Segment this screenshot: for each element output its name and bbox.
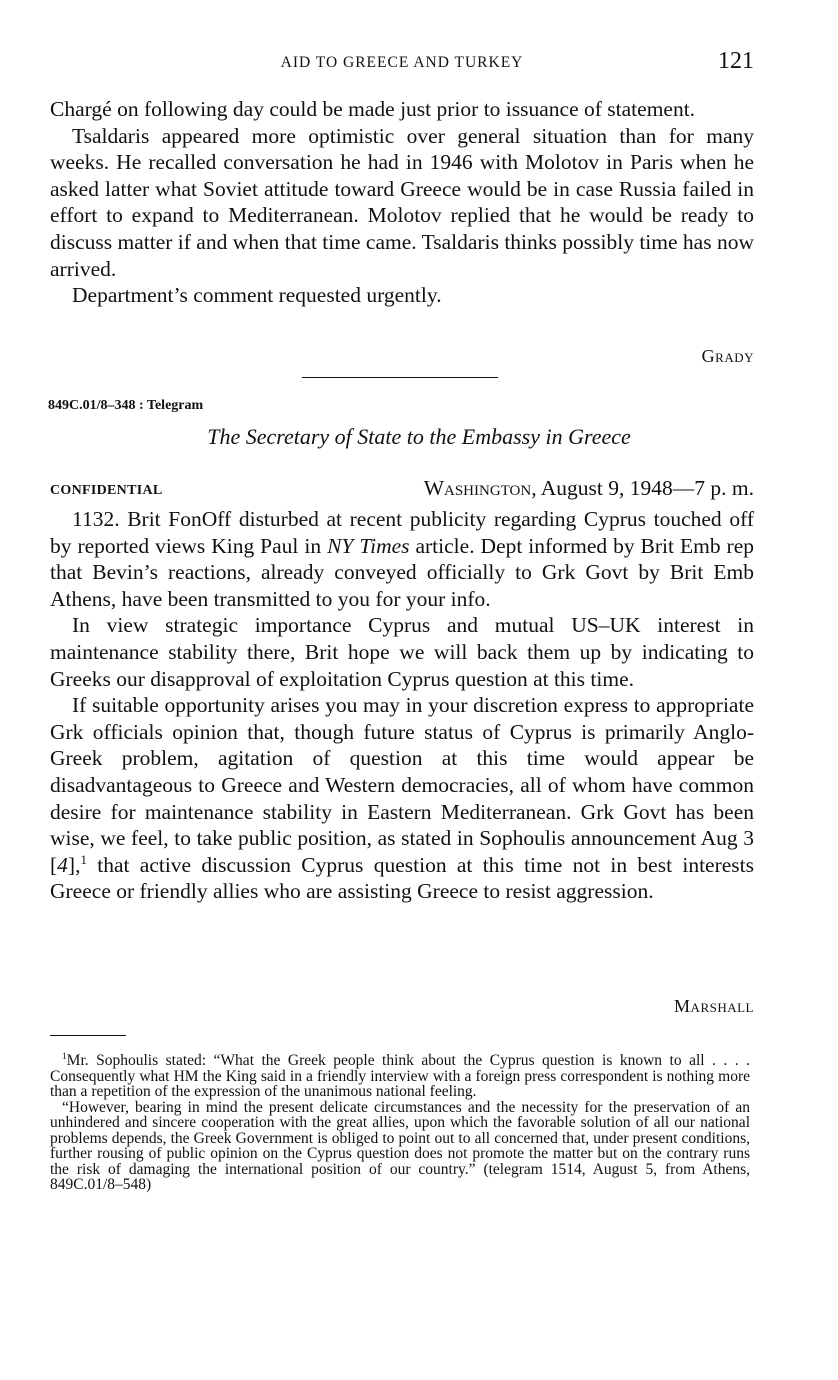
footnote-reference[interactable]: 1 — [80, 852, 87, 867]
footnote-divider — [50, 1035, 126, 1036]
text-run: article. Dept informed by Brit Emb rep that Bevin’s reactions, already conveyed officially to Grk Govt by Brit Emb Athens, have been transmitted to you for your info. — [50, 533, 754, 611]
file-number: 849C.01/8–348 : Telegram — [48, 398, 204, 413]
running-head — [50, 50, 754, 80]
paragraph: In view strategic importance Cyprus and mutual US–UK interest in maintenance stability there, Brit hope we will back them up by indicating to Greeks our disapproval of exploitation Cyprus question at this time. — [50, 613, 754, 691]
dateline — [50, 476, 754, 504]
footnotes — [50, 1053, 750, 1193]
footnote-marker: 1 — [62, 1051, 67, 1062]
running-head-title: AID TO GREECE AND TURKEY — [280, 54, 524, 71]
text-run: If suitable opportunity arises you may in your discretion express to appropriate Grk officials opinion that, though future status of Cyprus is primarily Anglo-Greek problem, agitation of question at this time would appear be disadvantageous to Greece and Western democracies, all of whom have common desire for maintenance stability in Eastern Mediterranean. Grk Govt has been wise, we feel, to take public position, as stated in Sophoulis announcement Aug 3 [ — [50, 693, 754, 877]
section-divider — [302, 377, 498, 378]
place-and-date — [424, 476, 754, 501]
paragraph: Department’s comment requested urgently. — [72, 283, 442, 308]
text-run: 1132. Brit FonOff disturbed at recent publicity regarding Cyprus touched off by reported views King Paul in — [50, 507, 754, 558]
signature-marshall: Marshall — [674, 996, 754, 1016]
document-title: The Secretary of State to the Embassy in Greece — [207, 424, 631, 449]
place: Washington — [423, 476, 532, 500]
editorial-date: 4 — [57, 852, 68, 877]
paragraph — [50, 506, 754, 612]
first-document-body — [50, 96, 754, 309]
paragraph: Tsaldaris appeared more optimistic over general situation than for many weeks. He recalled conversation he had in 1946 with Molotov in Paris when he asked latter what Soviet attitude toward Greece would be in case Russia failed in effort to expand to Mediterranean. Molotov replied that he would be ready to discuss matter if and when that time came. Tsaldaris thinks possibly time has now arrived. — [50, 123, 754, 281]
second-document-body — [50, 506, 754, 905]
footnote-paragraph: “However, bearing in mind the present delicate circumstances and the necessity for the preservation of an unhindered and sincere cooperation with the great allies, upon which the favorable solution of all our national problems depends, the Greek Government is obliged to point out to all concerned that, under present conditions, further rousing of public opinion on the Cyprus question does not promote the matter but on the contrary runs the risk of damaging the international position of our country.” (telegram 1514, August 5, from Athens, 849C.01/8–548) — [50, 1098, 750, 1193]
text-run: that active discussion Cyprus question at this time not in best interests Greece or friendly allies who are assisting Greece to resist aggression. — [50, 852, 754, 904]
paragraph — [50, 692, 754, 905]
text-run: ], — [67, 852, 81, 877]
text-run: Mr. Sophoulis stated: “What the Greek people think about the Cyprus question is known to all . . . . Consequently what HM the King said in a friendly interview with a foreign press correspondent is nothing more than a repetition of the expression of the unanimous national feeling. — [50, 1052, 750, 1100]
signature-grady: Grady — [701, 346, 754, 366]
paragraph: Chargé on following day could be made just prior to issuance of statement. — [50, 97, 696, 121]
newspaper-title: NY Times — [327, 533, 410, 558]
classification-label: CONFIDENTIAL — [50, 483, 163, 498]
date: , August 9, 1948—7 p. m. — [531, 476, 754, 500]
footnote-paragraph — [50, 1053, 750, 1100]
page-number: 121 — [718, 48, 754, 74]
